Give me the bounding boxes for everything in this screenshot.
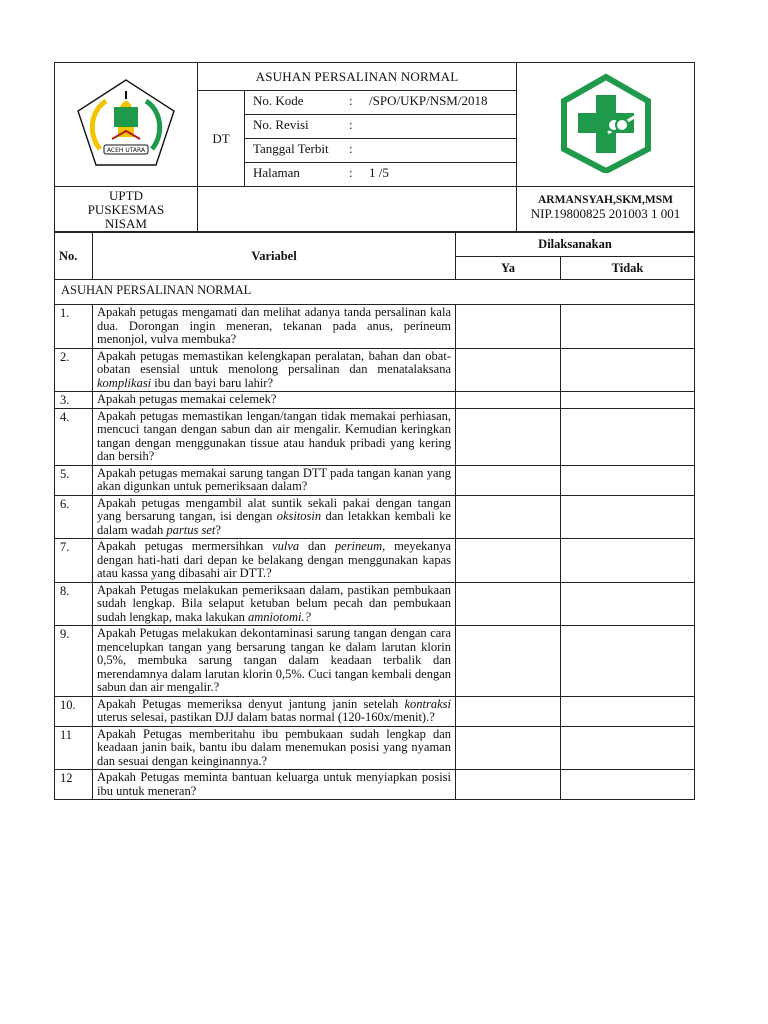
col-ya-header: Ya: [456, 257, 561, 280]
row-text: Apakah petugas mengamati dan melihat adanya tanda persalinan kala dua. Dorongan ingin meneran, tekanan pada anus, perineum menonjol, vulva membuka?: [93, 305, 456, 349]
row-text: Apakah petugas memakai sarung tangan DTT pada tangan kanan yang akan digunkan untuk pemeriksaan dalam?: [93, 465, 456, 495]
ya-cell[interactable]: [456, 465, 561, 495]
ya-cell[interactable]: [456, 582, 561, 626]
row-text: Apakah petugas mermersihkan vulva dan perineum, meyekanya dengan hati-hati dari depan ke belakang dengan menggunakan kapas atau kassa yang dibasahi air DTT.?: [93, 539, 456, 583]
ya-cell[interactable]: [456, 770, 561, 800]
tidak-cell[interactable]: [561, 582, 695, 626]
ya-cell[interactable]: [456, 626, 561, 697]
puskesmas-cross-logo-icon: [554, 73, 658, 173]
row-text: Apakah Petugas melakukan dekontaminasi sarung tangan dengan cara mencelupkan tangan yang bersarung tangan ke dalam larutan klorin 0,5%, membuka sarung tangan dalam keadaan terbalik dan merendamnya dalam larutan klorin 0,5%. Cuci tangan kembali dengan sabun dan air mengalir.?: [93, 626, 456, 697]
field-tanggal-terbit: Tanggal Terbit :: [245, 139, 517, 163]
ya-cell[interactable]: [456, 408, 561, 465]
ya-cell[interactable]: [456, 392, 561, 409]
tidak-cell[interactable]: [561, 770, 695, 800]
table-row: 6. Apakah petugas mengambil alat suntik sekali pakai dengan tangan yang bersarung tangan, isi dengan oksitosin dan letakkan kembali ke dalam wadah partus set?: [55, 495, 695, 539]
row-text: Apakah petugas memastikan kelengkapan peralatan, bahan dan obat-obatan esensial untuk menolong persalinan dan menatalaksana komplikasi ibu dan bayi baru lahir?: [93, 348, 456, 392]
table-row: 8. Apakah Petugas melakukan pemeriksaan dalam, pastikan pembukaan sudah lengkap. Bila selaput ketuban belum pecah dan pembukaan sudah lengkap, maka lakukan amniotomi.?: [55, 582, 695, 626]
tidak-cell[interactable]: [561, 392, 695, 409]
row-text: Apakah petugas memastikan lengan/tangan tidak memakai perhiasan, mencuci tangan dengan sabun dan air mengalir. Kemudian keringkan tangan dengan menggunakan tissue atau handuk pribadi yang kering dan bersih?: [93, 408, 456, 465]
dt-label: DT: [198, 91, 245, 187]
field-halaman: Halaman : 1 /5: [245, 163, 517, 187]
row-text: Apakah petugas mengambil alat suntik sekali pakai dengan tangan yang bersarung tangan, isi dengan oksitosin dan letakkan kembali ke dalam wadah partus set?: [93, 495, 456, 539]
row-text: Apakah petugas memakai celemek?: [93, 392, 456, 409]
col-dilaksanakan-header: Dilaksanakan: [456, 233, 695, 257]
table-row: 7. Apakah petugas mermersihkan vulva dan perineum, meyekanya dengan hati-hati dari depan ke belakang dengan menggunakan kapas atau kassa yang dibasahi air DTT.?: [55, 539, 695, 583]
table-row: 4. Apakah petugas memastikan lengan/tangan tidak memakai perhiasan, mencuci tangan dengan sabun dan air mengalir. Kemudian keringkan tangan dengan menggunakan tissue atau handuk pribadi yang kering dan bersih?: [55, 408, 695, 465]
tidak-cell[interactable]: [561, 465, 695, 495]
table-row: 9. Apakah Petugas melakukan dekontaminasi sarung tangan dengan cara mencelupkan tangan yang bersarung tangan ke dalam larutan klorin 0,5%, membuka sarung tangan dalam keadaan terbalik dan merendamnya dalam larutan klorin 0,5%. Cuci tangan kembali dengan sabun dan air mengalir.?: [55, 626, 695, 697]
emblem-label: ACEH UTARA: [106, 146, 146, 154]
section-title: ASUHAN PERSALINAN NORMAL: [55, 280, 695, 305]
col-tidak-header: Tidak: [561, 257, 695, 280]
row-text: Apakah Petugas memberitahu ibu pembukaan sudah lengkap dan keadaan janin baik, bantu ibu dalam menemukan posisi yang nyaman dan sesuai dengan keinginannya.?: [93, 726, 456, 770]
aceh-utara-emblem-icon: [72, 77, 180, 169]
checklist-table: [54, 232, 695, 800]
ya-cell[interactable]: [456, 539, 561, 583]
tidak-cell[interactable]: [561, 348, 695, 392]
ya-cell[interactable]: [456, 726, 561, 770]
col-variabel-header: Variabel: [93, 233, 456, 280]
org-name: UPTD PUSKESMAS NISAM: [55, 187, 198, 232]
table-row: 2. Apakah petugas memastikan kelengkapan peralatan, bahan dan obat-obatan esensial untuk menolong persalinan dan menatalaksana komplikasi ibu dan bayi baru lahir?: [55, 348, 695, 392]
field-no-kode: No. Kode : /SPO/UKP/NSM/2018: [245, 91, 517, 115]
tidak-cell[interactable]: [561, 696, 695, 726]
table-row: 5. Apakah petugas memakai sarung tangan DTT pada tangan kanan yang akan digunkan untuk pemeriksaan dalam?: [55, 465, 695, 495]
row-text: Apakah Petugas memeriksa denyut jantung janin setelah kontraksi uterus selesai, pastikan DJJ dalam batas normal (120-160x/menit).?: [93, 696, 456, 726]
tidak-cell[interactable]: [561, 626, 695, 697]
tidak-cell[interactable]: [561, 539, 695, 583]
right-logo-cell: [517, 63, 695, 187]
ya-cell[interactable]: [456, 305, 561, 349]
signer-name: ARMANSYAH,SKM,MSM: [538, 194, 674, 206]
signer-block: [517, 187, 695, 232]
row-text: Apakah Petugas meminta bantuan keluarga untuk menyiapkan posisi ibu untuk meneran?: [93, 770, 456, 800]
col-no-header: No.: [55, 233, 93, 280]
header-table: [54, 62, 695, 232]
tidak-cell[interactable]: [561, 305, 695, 349]
table-row: 1. Apakah petugas mengamati dan melihat adanya tanda persalinan kala dua. Dorongan ingin meneran, tekanan pada anus, perineum menonjol, vulva membuka?: [55, 305, 695, 349]
document-sheet: [54, 62, 694, 800]
doc-title: ASUHAN PERSALINAN NORMAL: [198, 63, 517, 91]
signer-nip: NIP.19800825 201003 1 001: [530, 206, 681, 221]
blank-cell: [198, 187, 517, 232]
tidak-cell[interactable]: [561, 495, 695, 539]
tidak-cell[interactable]: [561, 726, 695, 770]
ya-cell[interactable]: [456, 348, 561, 392]
table-row: 10. Apakah Petugas memeriksa denyut jantung janin setelah kontraksi uterus selesai, pastikan DJJ dalam batas normal (120-160x/menit).?: [55, 696, 695, 726]
table-row: 11 Apakah Petugas memberitahu ibu pembukaan sudah lengkap dan keadaan janin baik, bantu ibu dalam menemukan posisi yang nyaman dan sesuai dengan keinginannya.?: [55, 726, 695, 770]
left-logo-cell: [55, 63, 198, 187]
field-no-revisi: No. Revisi :: [245, 115, 517, 139]
row-text: Apakah Petugas melakukan pemeriksaan dalam, pastikan pembukaan sudah lengkap. Bila selaput ketuban belum pecah dan pembukaan sudah lengkap, maka lakukan amniotomi.?: [93, 582, 456, 626]
table-row: 3. Apakah petugas memakai celemek?: [55, 392, 695, 409]
tidak-cell[interactable]: [561, 408, 695, 465]
ya-cell[interactable]: [456, 495, 561, 539]
table-row: 12 Apakah Petugas meminta bantuan keluarga untuk menyiapkan posisi ibu untuk meneran?: [55, 770, 695, 800]
ya-cell[interactable]: [456, 696, 561, 726]
